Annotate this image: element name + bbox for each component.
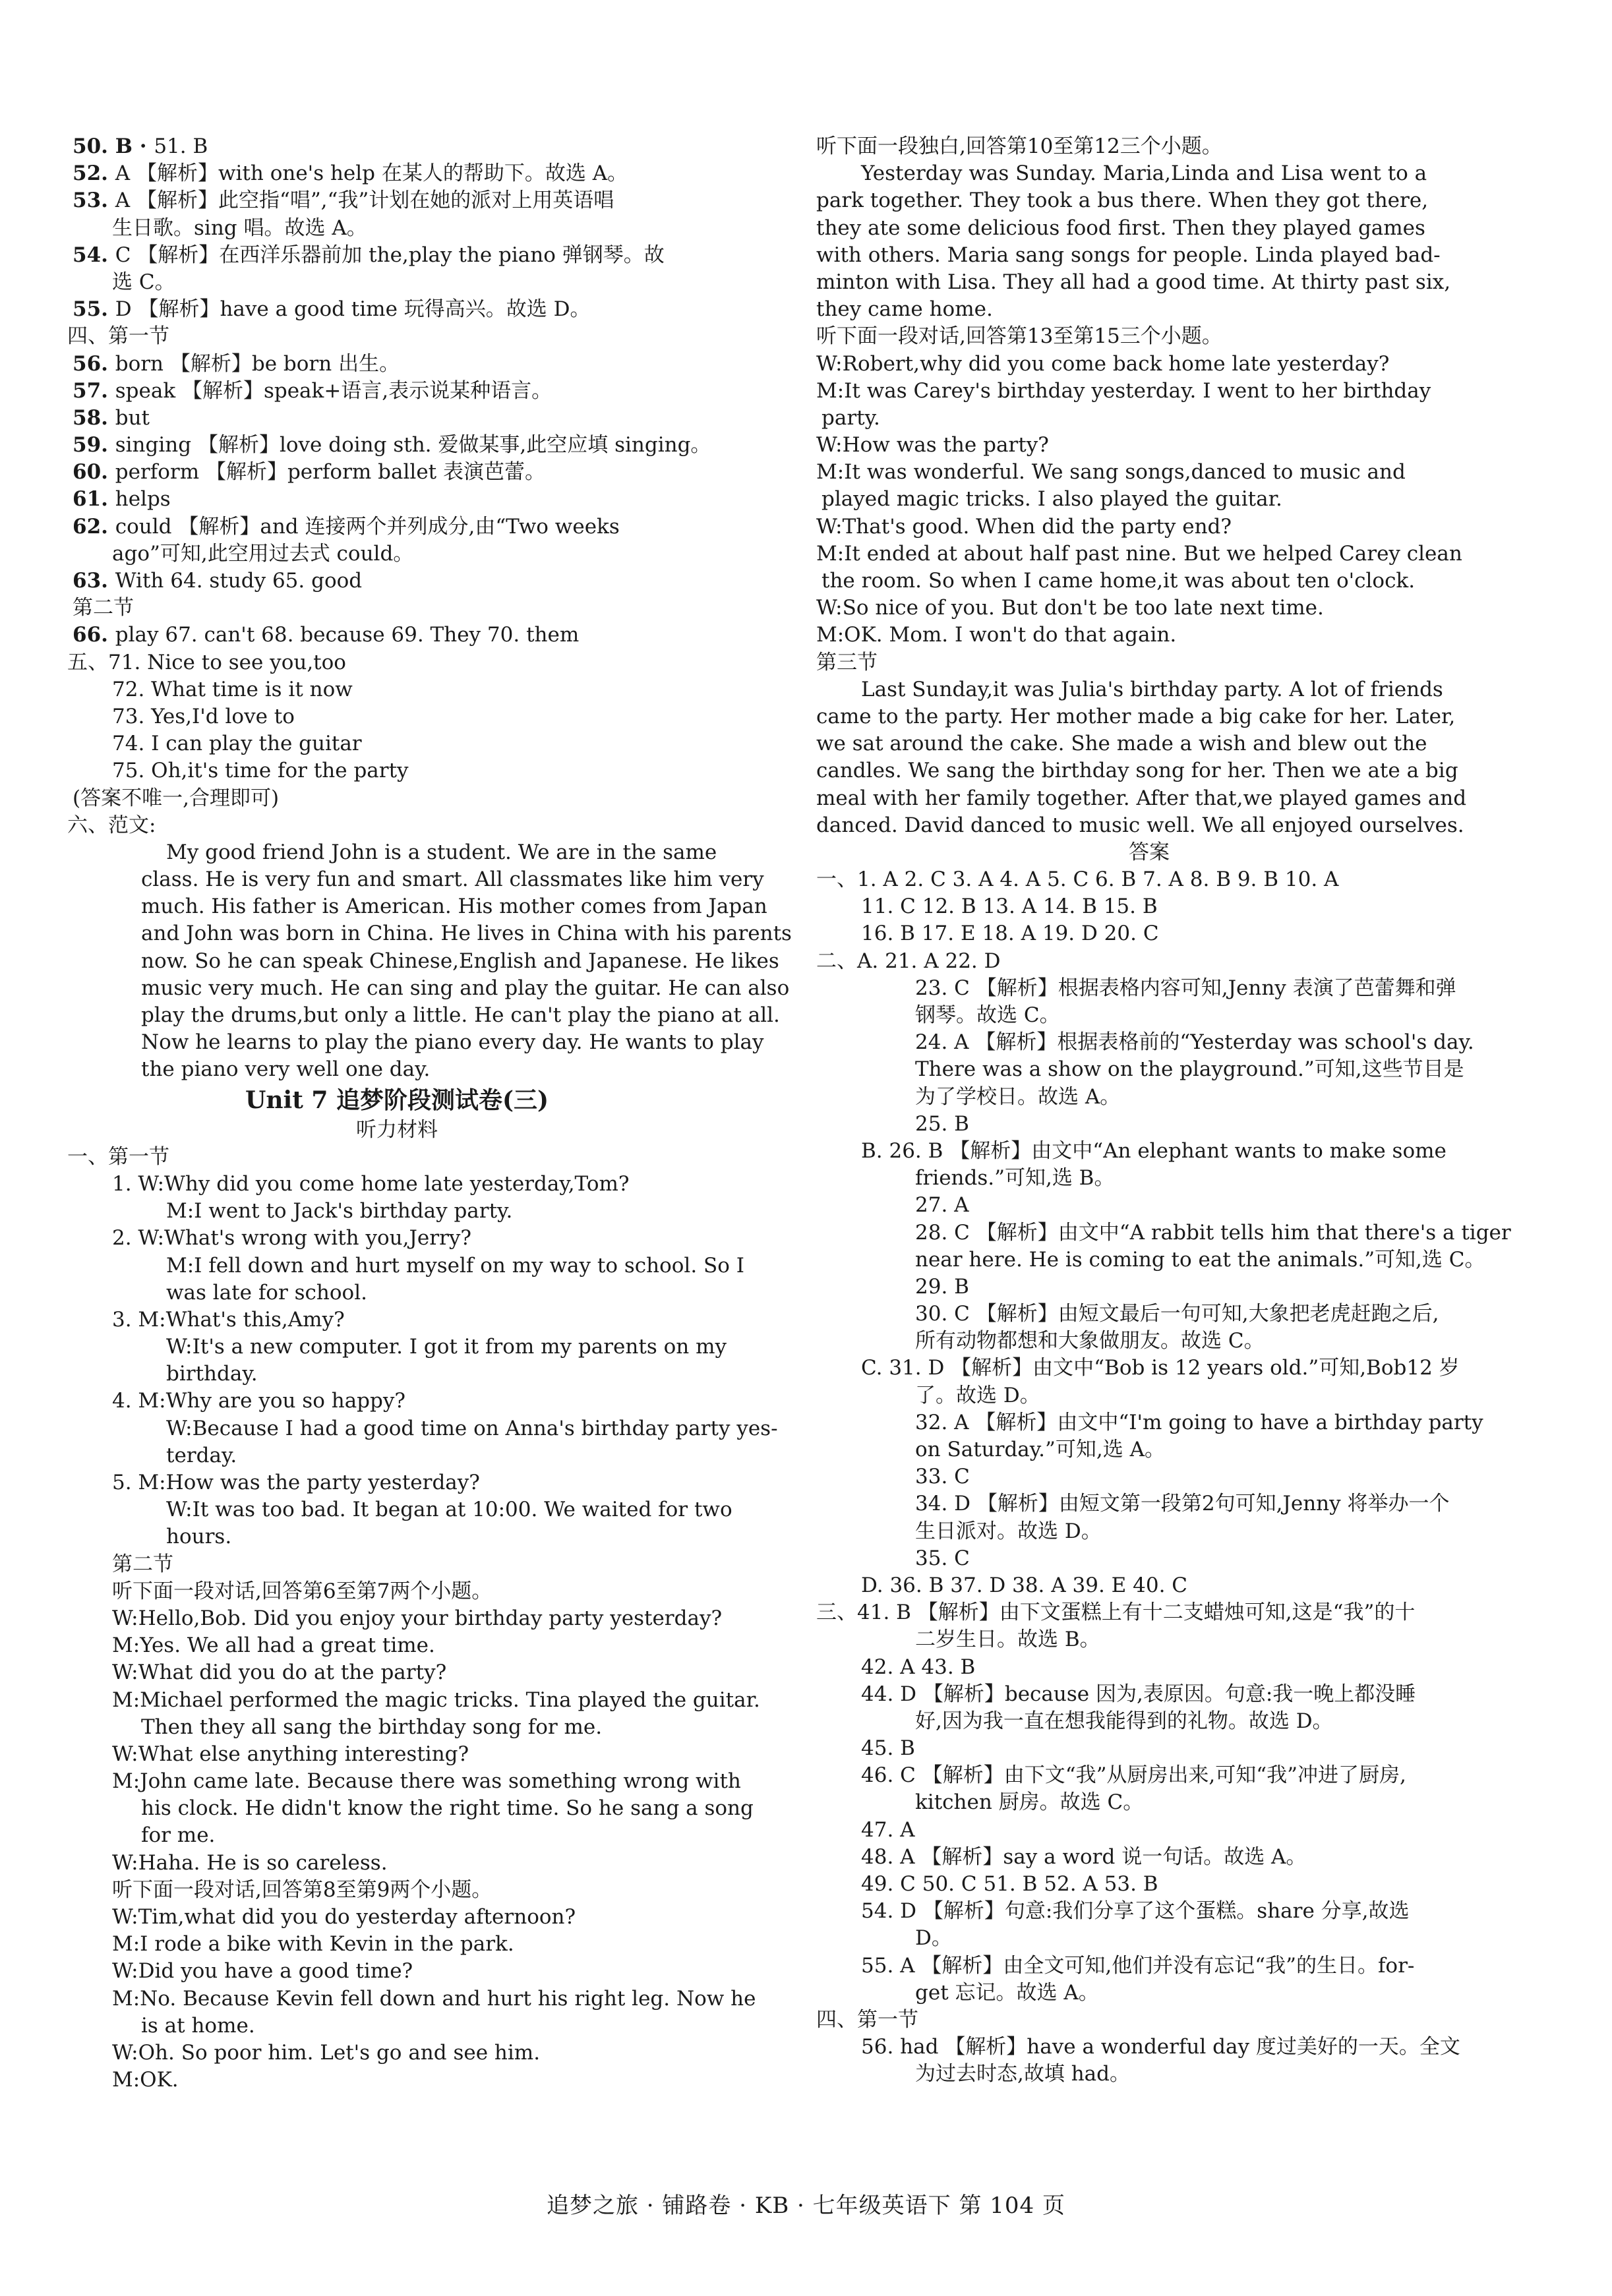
answer-section-unit6 xyxy=(67,133,792,1084)
text-line xyxy=(67,812,727,839)
text-line: came to the party. Her mother made a big cake for her. Later, xyxy=(816,704,1456,728)
text-line: danced. David danced to music well. We all enjoyed ourselves. xyxy=(816,813,1464,837)
text-line xyxy=(67,975,790,1002)
text-line: terday. xyxy=(166,1443,237,1467)
line-text: perform 【解析】perform ballet 表演芭蕾。 xyxy=(115,460,545,485)
line-text: class. He is very fun and smart. All classmates like him very xyxy=(141,868,764,892)
unit-title: Unit 7 追梦阶段测试卷(三) xyxy=(245,1086,549,1114)
item-number: 62. xyxy=(73,514,115,539)
line-text: With xyxy=(115,569,171,593)
line-text: Now he learns to play the piano every day. He wants to play xyxy=(141,1030,764,1055)
text-line: M:OK. xyxy=(112,2068,179,2092)
text-line: W:So nice of you. But don't be too late next time. xyxy=(816,596,1324,620)
text-line: they ate some delicious food first. Then they played games xyxy=(816,216,1425,240)
line-text: 75. Oh,it's time for the party xyxy=(112,759,409,783)
text-line: 为了学校日。故选 A。 xyxy=(915,1084,1121,1109)
text-line: W:Tim,what did you do yesterday afternoon? xyxy=(112,1905,576,1929)
text-line: W:It's a new computer. I got it from my parents on my xyxy=(166,1335,727,1359)
text-line xyxy=(67,296,727,323)
text-line: on Saturday.”可知,选 A。 xyxy=(915,1438,1165,1461)
line-text: 第二节 xyxy=(73,596,134,620)
text-line: 47. A xyxy=(861,1817,915,1842)
text-line: 好,因为我一直在想我能得到的礼物。故选 D。 xyxy=(915,1709,1333,1733)
text-line xyxy=(67,948,779,975)
line-text: and John was born in China. He lives in China with his parents xyxy=(141,922,792,946)
item-number: 57. xyxy=(73,378,115,403)
text-line: 30. C 【解析】由短文最后一句可知,大象把老虎赶跑之后, xyxy=(915,1302,1439,1326)
text-line: W:Did you have a good time? xyxy=(112,1959,413,1984)
text-line: 33. C xyxy=(915,1465,970,1489)
text-line: W:What else anything interesting? xyxy=(112,1742,469,1766)
line-text: born 【解析】be born 出生。 xyxy=(115,351,400,376)
text-line: Last Sunday,it was Julia's birthday party. A lot of friends xyxy=(861,677,1443,701)
text-line: 11. C 12. B 13. A 14. B 15. B xyxy=(861,895,1158,919)
text-line: 生日派对。故选 D。 xyxy=(915,1519,1102,1543)
text-line: 一、第一节 xyxy=(67,1144,169,1169)
text-line: W:Oh. So poor him. Let's go and see him. xyxy=(112,2040,541,2065)
line-text: could 【解析】and 连接两个并列成分,由“Two weeks xyxy=(115,514,620,539)
text-line: C. 31. D 【解析】由文中“Bob is 12 years old.”可知,Bob12 岁 xyxy=(861,1356,1460,1380)
text-line: the room. So when I came home,it was about ten o'clock. xyxy=(821,569,1416,593)
text-line xyxy=(67,405,727,432)
text-line: 16. B 17. E 18. A 19. D 20. C xyxy=(861,922,1159,946)
page-footer: 追梦之旅 · 铺路卷 · KB · 七年级英语下 第 104 页 xyxy=(547,2193,1065,2219)
text-line: 了。故选 D。 xyxy=(915,1383,1040,1407)
text-line: M:It was Carey's birthday yesterday. I went to her birthday xyxy=(816,378,1431,403)
text-line: we sat around the cake. She made a wish and blew out the xyxy=(816,732,1427,756)
text-line: W:What did you do at the party? xyxy=(112,1661,447,1685)
text-line: 23. C 【解析】根据表格内容可知,Jenny 表演了芭蕾舞和弹 xyxy=(915,976,1456,1000)
text-line: minton with Lisa. They all had a good time. At thirty past six, xyxy=(816,270,1451,294)
right-column xyxy=(816,133,1511,2088)
text-line xyxy=(67,242,727,269)
text-line xyxy=(67,486,727,513)
text-line: M:No. Because Kevin fell down and hurt his right leg. Now he xyxy=(112,1986,756,2011)
text-line: 45. B xyxy=(861,1736,915,1761)
text-line: Yesterday was Sunday. Maria,Linda and Lisa went to a xyxy=(861,162,1427,186)
text-line: 为过去时态,故填 had。 xyxy=(915,2062,1130,2086)
text-line: M:Michael performed the magic tricks. Tina played the guitar. xyxy=(112,1688,760,1712)
text-line xyxy=(67,595,727,622)
text-line xyxy=(67,757,727,784)
text-line: 一、1. A 2. C 3. A 4. A 5. C 6. B 7. A 8. B 9. B 10. A xyxy=(816,868,1339,892)
text-line xyxy=(67,730,727,757)
text-line xyxy=(67,676,727,703)
text-line: W:Haha. He is so careless. xyxy=(112,1850,388,1875)
text-line: 二、A. 21. A 22. D xyxy=(816,949,1001,973)
text-line: W:Robert,why did you come back home late yesterday? xyxy=(816,351,1390,376)
text-line: D。 xyxy=(915,1926,952,1951)
item-number: 63. xyxy=(73,569,115,593)
text-line: 27. A xyxy=(915,1193,969,1218)
text-line: 35. C xyxy=(915,1546,970,1570)
text-line: W:Hello,Bob. Did you enjoy your birthday party yesterday? xyxy=(112,1606,723,1630)
item-number: 53. xyxy=(73,189,115,213)
line-text: the piano very well one day. xyxy=(141,1057,431,1082)
text-line: 1. W:Why did you come home late yesterday,Tom? xyxy=(112,1171,630,1196)
listening-material xyxy=(67,1144,778,2094)
line-text: 六、范文: xyxy=(67,813,156,837)
item-number: 61. xyxy=(73,487,115,512)
text-line: 答案 xyxy=(1129,840,1170,864)
text-line: 55. A 【解析】由全文可知,他们并没有忘记“我”的生日。for- xyxy=(861,1953,1415,1978)
text-line xyxy=(67,785,727,812)
line-text: A 【解析】此空指“唱”,“我”计划在她的派对上用英语唱 xyxy=(115,189,614,213)
text-line xyxy=(67,649,727,676)
text-line: W:Because I had a good time on Anna's birthday party yes- xyxy=(166,1416,778,1440)
text-line: 49. C 50. C 51. B 52. A 53. B xyxy=(861,1872,1158,1896)
text-line xyxy=(67,839,727,866)
line-text: 74. I can play the guitar xyxy=(112,732,362,756)
text-line xyxy=(67,432,727,459)
text-line: M:I fell down and hurt myself on my way to school. So I xyxy=(166,1253,745,1278)
text-line xyxy=(67,215,727,242)
text-line: 46. C 【解析】由下文“我”从厨房出来,可知“我”冲进了厨房, xyxy=(861,1763,1406,1788)
text-line xyxy=(67,622,727,649)
text-line: played magic tricks. I also played the guitar. xyxy=(821,487,1282,512)
text-line: M:It ended at about half past nine. But we helped Carey clean xyxy=(816,541,1462,566)
text-line: 54. D 【解析】句意:我们分享了这个蛋糕。share 分享,故选 xyxy=(861,1899,1410,1924)
line-text: My good friend John is a student. We are in the same xyxy=(166,840,717,864)
text-line: was late for school. xyxy=(166,1280,367,1305)
text-line: M:I went to Jack's birthday party. xyxy=(166,1199,513,1223)
item-number: 52. xyxy=(73,162,115,186)
item-number: 54. xyxy=(73,243,115,267)
line-text: 73. Yes,I'd love to xyxy=(112,704,295,728)
line-text: play the drums,but only a little. He can't play the piano at all. xyxy=(141,1003,780,1027)
text-line xyxy=(67,1056,727,1083)
text-line: 29. B xyxy=(915,1274,969,1299)
text-line: his clock. He didn't know the right time. So he sang a song xyxy=(141,1796,754,1821)
text-line: 42. A 43. B xyxy=(861,1655,976,1679)
text-line xyxy=(67,541,727,568)
line-extra: 64. study 65. good xyxy=(170,569,363,593)
text-line xyxy=(67,1029,764,1056)
text-line: 三、41. B 【解析】由下文蛋糕上有十二支蜡烛可知,这是“我”的十 xyxy=(816,1601,1416,1625)
text-line xyxy=(67,187,727,214)
text-line xyxy=(67,920,792,947)
text-line: 所有动物都想和大象做朋友。故选 C。 xyxy=(915,1329,1265,1353)
text-line: 44. D 【解析】because 因为,表原因。句意:我一晚上都没睡 xyxy=(861,1682,1416,1706)
text-line: 28. C 【解析】由文中“A rabbit tells him that there's a tiger xyxy=(915,1220,1511,1245)
line-text: helps xyxy=(115,487,171,512)
text-line: 4. M:Why are you so happy? xyxy=(112,1389,406,1413)
text-line: near here. He is coming to eat the animals.”可知,选 C。 xyxy=(915,1247,1485,1272)
text-line xyxy=(67,514,727,541)
text-line: friends.”可知,选 B。 xyxy=(915,1166,1115,1191)
text-line xyxy=(67,866,764,893)
text-line: There was a show on the playground.”可知,这些节目是 xyxy=(915,1057,1464,1082)
line-text: ago”可知,此空用过去式 could。 xyxy=(112,541,414,566)
line-text: now. So he can speak Chinese,English and Japanese. He likes xyxy=(141,949,779,973)
item-number: 58. xyxy=(73,405,115,430)
line-text: much. His father is American. His mother comes from Japan xyxy=(141,895,767,919)
line-text: music very much. He can sing and play the guitar. He can also xyxy=(141,976,790,1000)
text-line: 四、第一节 xyxy=(816,2007,918,2032)
text-line: 二岁生日。故选 B。 xyxy=(915,1628,1100,1652)
item-number: 60. xyxy=(73,460,115,485)
text-line xyxy=(67,893,767,920)
item-number: 56. xyxy=(73,351,115,376)
text-line: they came home. xyxy=(816,297,993,322)
line-text: A 【解析】with one's help 在某人的帮助下。故选 A。 xyxy=(115,162,628,186)
text-line: M:I rode a bike with Kevin in the park. xyxy=(112,1932,514,1957)
line-text: 四、第一节 xyxy=(67,324,169,349)
line-text: speak 【解析】speak+语言,表示说某种语言。 xyxy=(115,378,552,403)
line-text: play xyxy=(115,623,165,647)
text-line: 听下面一段对话,回答第13至第15三个小题。 xyxy=(816,324,1222,349)
text-line xyxy=(67,459,727,486)
line-text: 72. What time is it now xyxy=(112,677,353,701)
text-line: party. xyxy=(821,405,880,430)
text-line: with others. Maria sang songs for people. Linda played bad- xyxy=(816,243,1441,267)
text-line: 32. A 【解析】由文中“I'm going to have a birthday party xyxy=(915,1410,1483,1434)
text-line: D. 36. B 37. D 38. A 39. E 40. C xyxy=(861,1573,1188,1597)
line-text: D 【解析】have a good time 玩得高兴。故选 D。 xyxy=(115,297,591,322)
line-extra: 51. B xyxy=(154,134,208,158)
text-line: M:John came late. Because there was something wrong with xyxy=(112,1769,741,1794)
line-text: 五、71. Nice to see you,too xyxy=(67,650,346,674)
text-line: 2. W:What's wrong with you,Jerry? xyxy=(112,1226,472,1251)
text-line: 听下面一段对话,回答第8至第9两个小题。 xyxy=(112,1877,493,1902)
text-line: Then they all sang the birthday song for me. xyxy=(141,1715,603,1739)
text-line xyxy=(67,703,727,730)
text-line: kitchen 厨房。故选 C。 xyxy=(915,1790,1144,1815)
text-line: 钢琴。故选 C。 xyxy=(915,1003,1060,1027)
text-line: 听下面一段对话,回答第6至第7两个小题。 xyxy=(112,1579,493,1603)
text-line xyxy=(67,568,727,595)
text-line xyxy=(67,351,727,378)
line-extra: 67. can't 68. because 69. They 70. them xyxy=(165,623,580,647)
text-line xyxy=(67,323,727,350)
item-number: 66. xyxy=(73,623,115,647)
text-line: 听下面一段独白,回答第10至第12三个小题。 xyxy=(816,134,1222,158)
line-text: singing 【解析】love doing sth. 爱做某事,此空应填 singing。 xyxy=(115,433,711,457)
text-line: W:It was too bad. It began at 10:00. We waited for two xyxy=(166,1498,732,1522)
text-line xyxy=(67,1002,780,1029)
text-line: 48. A 【解析】say a word 说一句话。故选 A。 xyxy=(861,1844,1307,1869)
text-line: B. 26. B 【解析】由文中“An elephant wants to make some xyxy=(861,1138,1447,1163)
text-line xyxy=(67,133,727,160)
text-line: 第三节 xyxy=(816,650,878,674)
line-text: 生日歌。sing 唱。故选 A。 xyxy=(112,216,367,240)
text-line: W:How was the party? xyxy=(816,433,1049,457)
item-number: 59. xyxy=(73,433,115,457)
text-line: park together. They took a bus there. When they got there, xyxy=(816,189,1429,213)
text-line: W:That's good. When did the party end? xyxy=(816,514,1232,539)
item-number: 55. xyxy=(73,297,115,322)
line-text: (答案不唯一,合理即可) xyxy=(73,786,280,810)
line-text: 选 C。 xyxy=(112,270,175,294)
left-column xyxy=(67,133,792,2094)
text-line: is at home. xyxy=(141,2013,255,2038)
text-line: 34. D 【解析】由短文第一段第2句可知,Jenny 将举办一个 xyxy=(915,1492,1450,1516)
text-line: 56. had 【解析】have a wonderful day 度过美好的一天。全文 xyxy=(861,2035,1460,2059)
text-line: 25. B xyxy=(915,1111,969,1136)
text-line: meal with her family together. After that,we played games and xyxy=(816,786,1467,810)
text-line xyxy=(67,378,727,405)
text-line: 24. A 【解析】根据表格前的“Yesterday was school's day. xyxy=(915,1030,1474,1055)
item-number: 50. B · xyxy=(73,134,154,158)
text-line: M:OK. Mom. I won't do that again. xyxy=(816,623,1177,647)
text-line: candles. We sang the birthday song for her. Then we ate a big xyxy=(816,759,1458,783)
text-line: 3. M:What's this,Amy? xyxy=(112,1307,345,1332)
text-line: get 忘记。故选 A。 xyxy=(915,1980,1099,2005)
text-line: 第二节 xyxy=(112,1552,173,1576)
text-line xyxy=(67,269,727,296)
text-line: 5. M:How was the party yesterday? xyxy=(112,1471,480,1494)
text-line: for me. xyxy=(141,1823,216,1848)
listening-label: 听力材料 xyxy=(356,1117,438,1142)
text-line: hours. xyxy=(166,1525,232,1549)
line-text: but xyxy=(115,405,150,430)
text-line: M:Yes. We all had a great time. xyxy=(112,1634,435,1658)
text-line xyxy=(67,160,727,187)
text-line: birthday. xyxy=(166,1362,258,1386)
text-line: M:It was wonderful. We sang songs,danced to music and xyxy=(816,460,1406,485)
line-text: C 【解析】在西洋乐器前加 the,play the piano 弹钢琴。故 xyxy=(115,243,665,267)
